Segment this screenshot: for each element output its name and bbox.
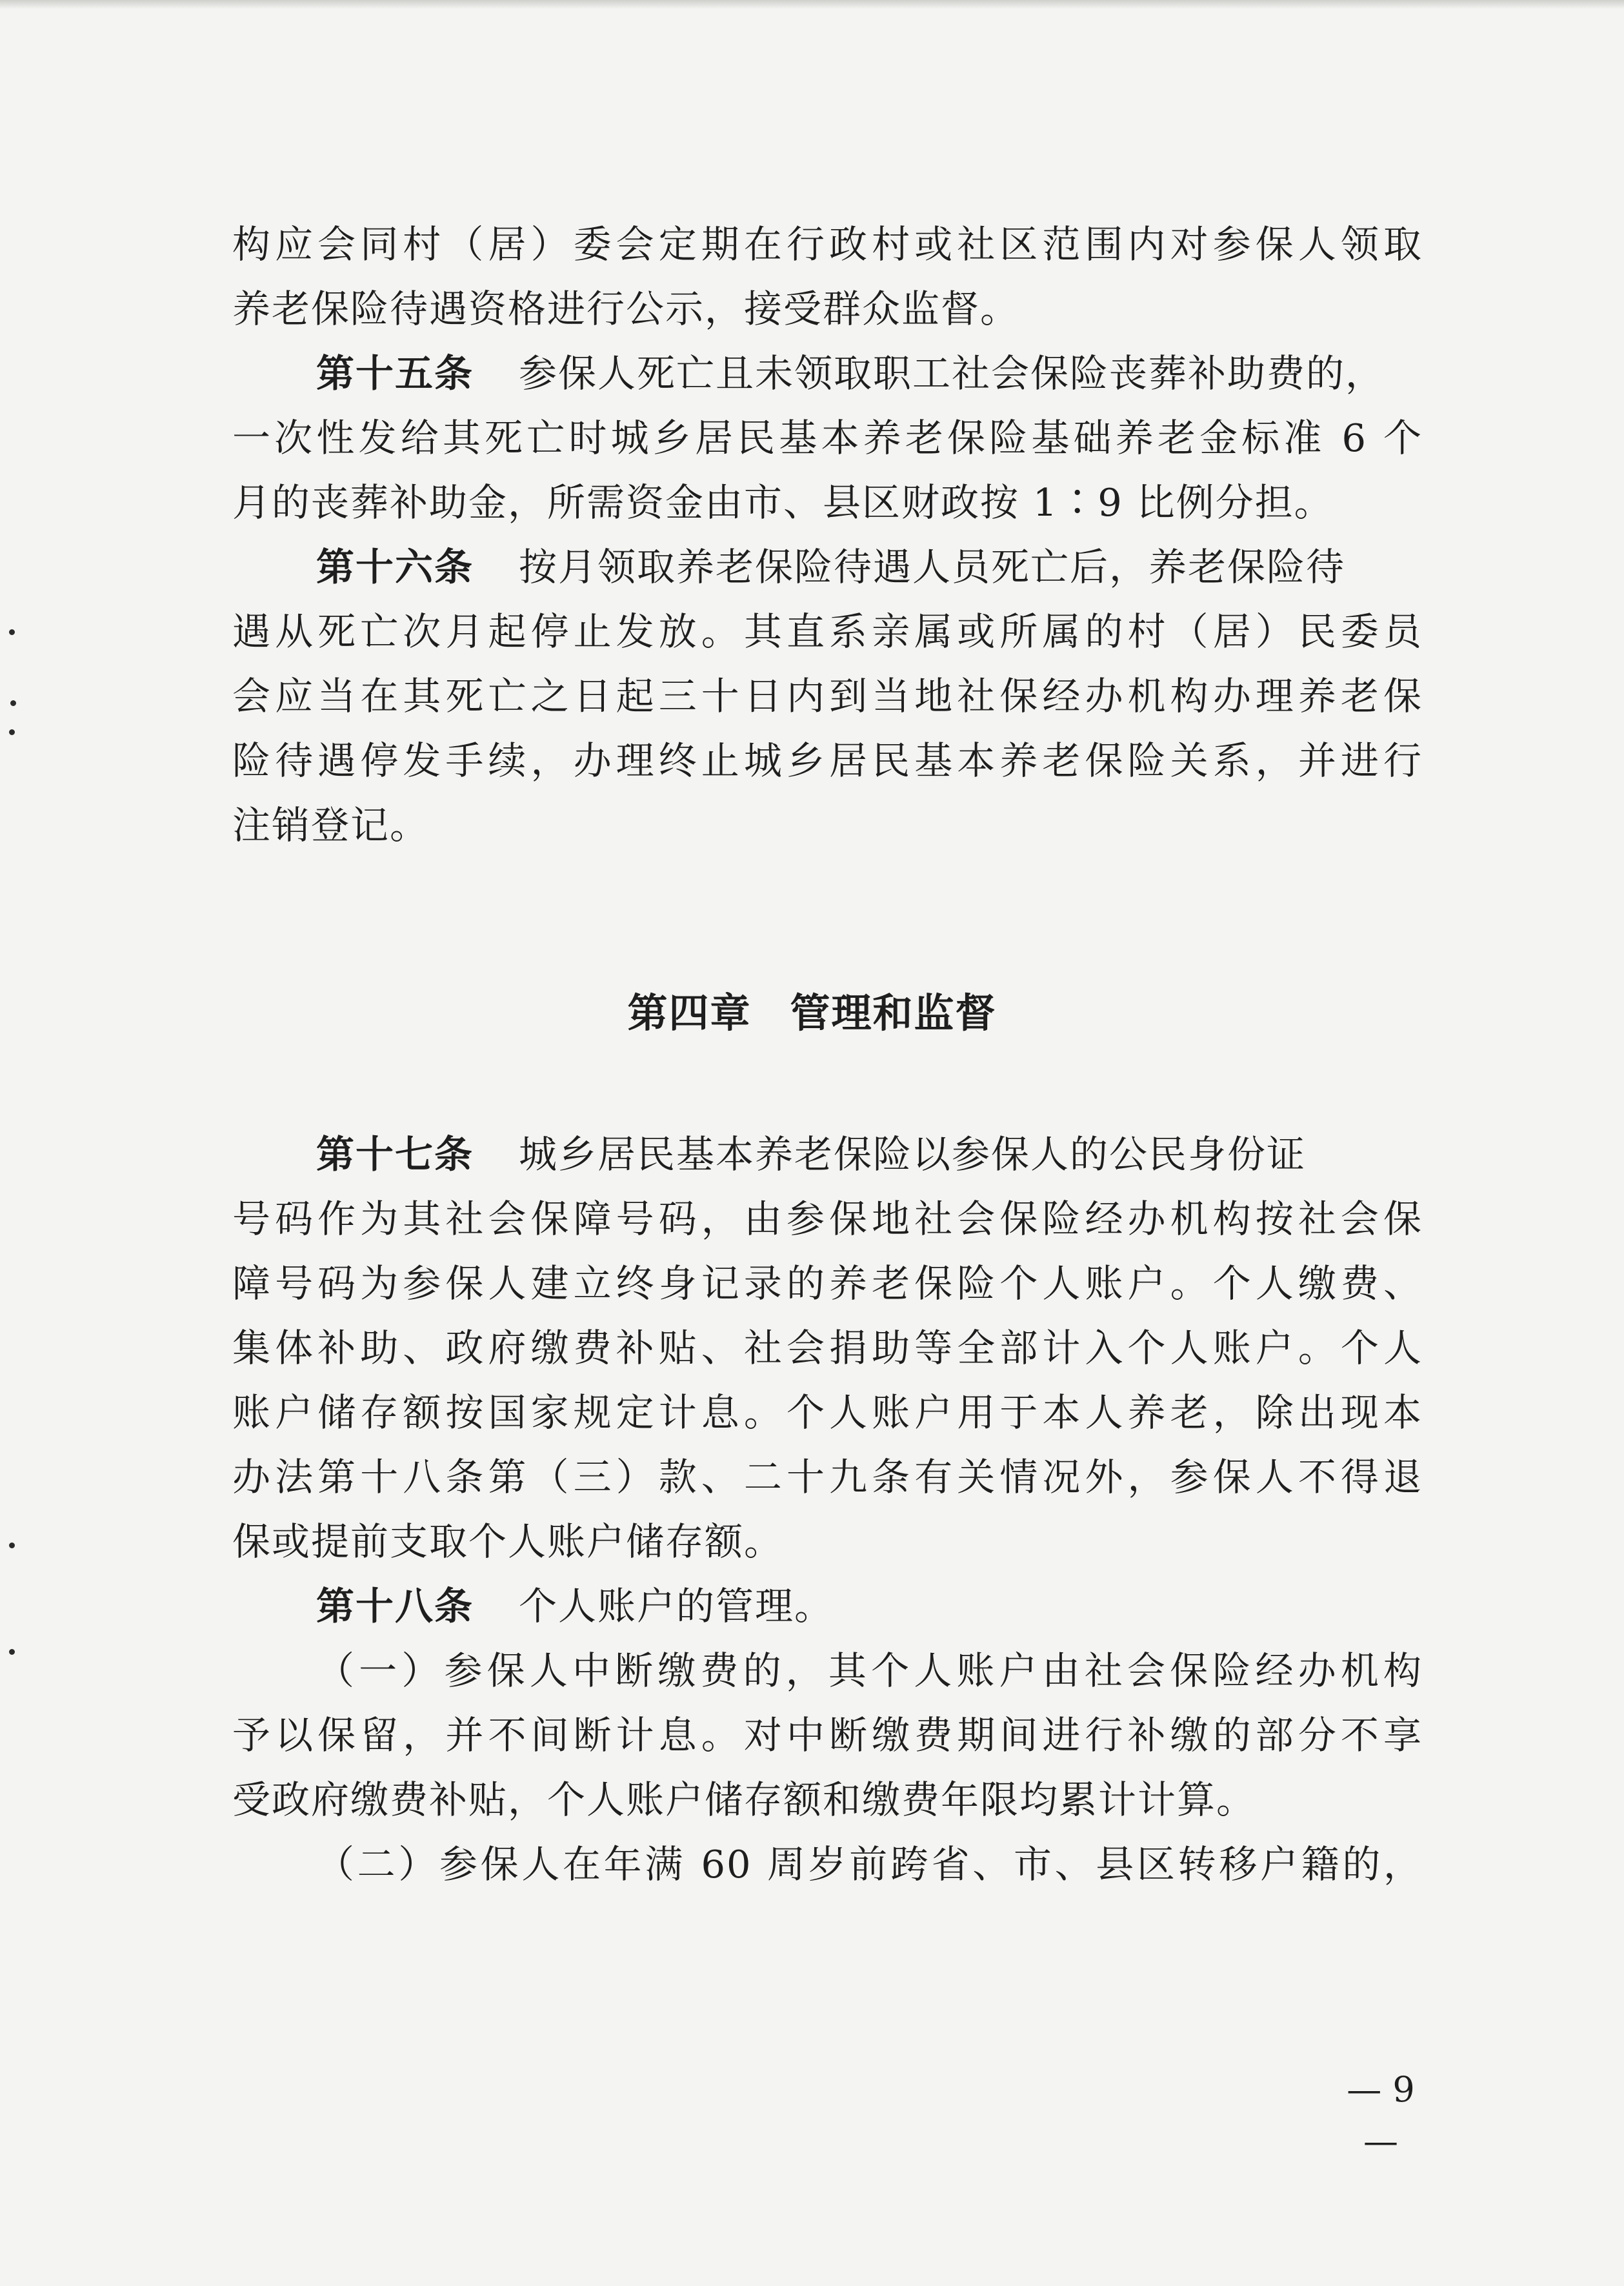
text-line: 月的丧葬补助金，所需资金由市、县区财政按 1∶9 比例分担。: [232, 480, 1334, 525]
chapter-heading: [0, 978, 1624, 1049]
text-line: 予以保留，并不间断计息。对中断缴费期间进行补缴的部分不享: [232, 1713, 1423, 1757]
text-line: 一次性发给其死亡时城乡居民基本养老保险基础养老金标准 6 个: [232, 416, 1423, 460]
article-17-title: 第十七条: [316, 1132, 474, 1177]
article-16-title: 第十六条: [316, 545, 474, 589]
text-line: 会应当在其死亡之日起三十日内到当地社保经办机构办理养老保: [232, 674, 1423, 718]
scan-mark: [10, 700, 16, 706]
article-17-first-line: 第十七条 城乡居民基本养老保险以参保人的公民身份证: [316, 1132, 1307, 1177]
clause-2-first-line: （二）参保人在年满 60 周岁前跨省、市、县区转移户籍的，: [316, 1842, 1423, 1886]
text-line: 障号码为参保人建立终身记录的养老保险个人账户。个人缴费、: [232, 1261, 1423, 1306]
article-16-first-line: 第十六条 按月领取养老保险待遇人员死亡后，养老保险待: [316, 545, 1346, 589]
text-line: 养老保险待遇资格进行公示，接受群众监督。: [232, 287, 1020, 331]
text-line: 注销登记。: [232, 803, 430, 847]
clause-1-first-line: （一）参保人中断缴费的，其个人账户由社会保险经办机构: [316, 1648, 1423, 1693]
page-number: — 9 —: [1347, 2069, 1415, 2161]
text-line: 险待遇停发手续，办理终止城乡居民基本养老保险关系，并进行: [232, 738, 1423, 783]
chapter-number: 第四章: [627, 989, 752, 1037]
text-line: 保或提前支取个人账户储存额。: [232, 1519, 784, 1564]
text-line: 账户储存额按国家规定计息。个人账户用于本人养老，除出现本: [232, 1390, 1423, 1435]
scan-mark: [9, 629, 15, 635]
article-18-first-line: 第十八条 个人账户的管理。: [316, 1584, 834, 1628]
scan-mark: [9, 1543, 15, 1548]
text-line: 受政府缴费补贴，个人账户储存额和缴费年限均累计计算。: [232, 1777, 1256, 1822]
chapter-title: 管理和监督: [790, 989, 997, 1037]
article-15-title: 第十五条: [316, 351, 474, 396]
text-line: 办法第十八条第（三）款、二十九条有关情况外，参保人不得退: [232, 1455, 1423, 1499]
text-line: 遇从死亡次月起停止发放。其直系亲属或所属的村（居）民委员: [232, 609, 1423, 654]
scan-mark: [9, 729, 15, 735]
text-line: 号码作为其社会保障号码，由参保地社会保险经办机构按社会保: [232, 1197, 1423, 1241]
text-line: 集体补助、政府缴费补贴、社会捐助等全部计入个人账户。个人: [232, 1326, 1423, 1370]
article-15-first-line: 第十五条 参保人死亡且未领取职工社会保险丧葬补助费的，: [316, 351, 1385, 396]
text-line: 构应会同村（居）委会定期在行政村或社区范围内对参保人领取: [232, 222, 1423, 267]
scan-mark: [9, 1649, 15, 1655]
article-18-title: 第十八条: [316, 1584, 474, 1628]
